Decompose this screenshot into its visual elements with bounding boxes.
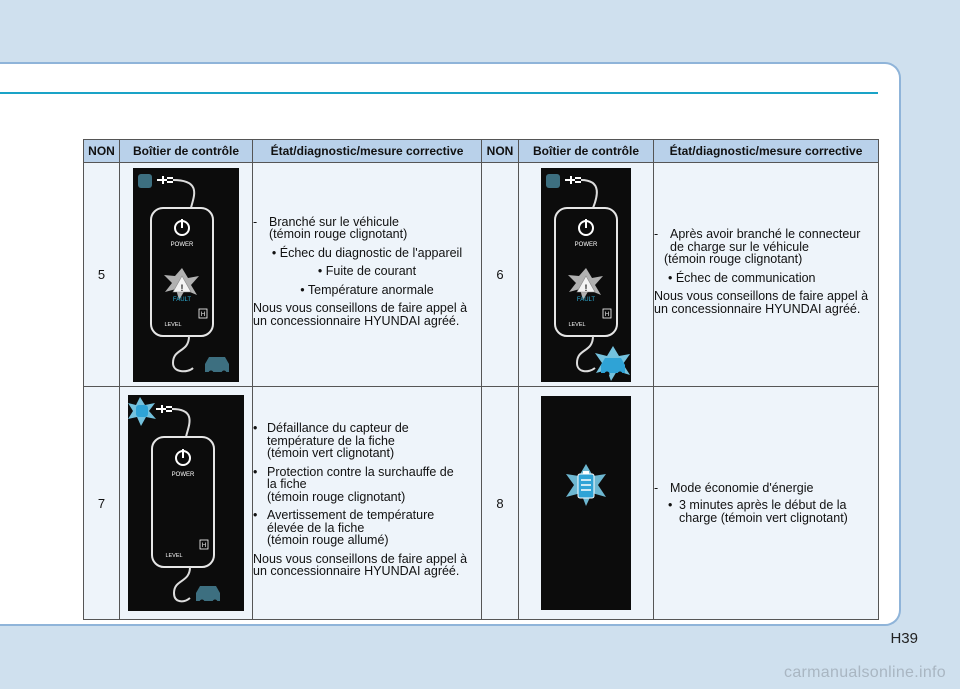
table-row — [84, 387, 879, 620]
dealer-note: Nous vous conseillons de faire appel à un concessionnaire HYUNDAI agréé. — [253, 301, 468, 328]
control-box-image — [120, 163, 253, 387]
plug-icon — [136, 405, 148, 417]
description-sub: température de la fiche — [267, 433, 395, 448]
svg-text:LEVEL: LEVEL — [568, 321, 586, 328]
svg-text:!: ! — [180, 282, 184, 293]
control-box-image — [519, 163, 654, 387]
bullet-item: Avertissement de température — [267, 508, 435, 523]
table-row — [84, 163, 879, 387]
header-status-1: État/diagnostic/mesure corrective — [253, 140, 482, 163]
description-sub: (témoin vert clignotant) — [267, 446, 395, 461]
battery-icon — [578, 474, 594, 498]
description-line: Après avoir branché le connecteur — [670, 227, 861, 241]
description-sub: de charge sur le véhicule — [670, 239, 809, 254]
control-box-image — [519, 387, 654, 620]
bullet-item: Protection contre la surchauffe de — [267, 464, 454, 479]
description-sub: (témoin rouge clignotant) — [267, 489, 406, 504]
svg-text:H: H — [604, 311, 610, 318]
header-control-box-1: Boîtier de contrôle — [120, 140, 253, 163]
svg-text:!: ! — [584, 282, 588, 293]
description-sub: élevée de la fiche — [267, 520, 365, 535]
status-description: - Après avoir branché le connecteur de charge sur le véhicule (témoin rouge clignotant) • Échec de communication Nous vous conseillons de faire appel à un concessionnaire HYUNDAI agréé. — [654, 163, 879, 387]
header-no-1: NON — [84, 140, 120, 163]
svg-text:FAULT: FAULT — [576, 296, 596, 303]
charger-temperature-illustration — [128, 395, 244, 611]
diagnostic-table — [83, 139, 879, 620]
header-rule — [0, 92, 878, 94]
charger-energy-saving-illustration — [541, 396, 631, 610]
description-sub: (témoin rouge allumé) — [267, 533, 389, 548]
status-description: - Branché sur le véhicule (témoin rouge clignotant) • Échec du diagnostic de l'appareil • Fuite de courant • Température anormale Nous vous conseillons de faire appel à un concessionnaire HYUNDAI agréé. — [253, 163, 482, 387]
control-box-image — [120, 387, 253, 620]
car-icon — [601, 358, 625, 373]
row-number: 8 — [482, 387, 519, 620]
charger-fault-illustration — [133, 168, 239, 382]
description-sub: charge (témoin vert clignotant) — [679, 510, 848, 525]
row-number: 6 — [482, 163, 519, 387]
bullet-item: • Température anormale — [300, 282, 434, 297]
charger-communication-illustration — [541, 168, 631, 382]
bullet-item: • Fuite de courant — [317, 264, 417, 279]
row-number: 5 — [84, 163, 120, 387]
status-description: - Mode économie d'énergie • 3 minutes après le début de la charge (témoin vert clignotant) — [654, 387, 879, 620]
bullet-item: • Échec du diagnostic de l'appareil — [271, 245, 463, 260]
page-number: H39 — [890, 630, 918, 647]
svg-text:POWER: POWER — [170, 241, 194, 248]
status-description: • Défaillance du capteur de température de la fiche (témoin vert clignotant) • Protection contre la surchauffe de la fiche (témoin rouge clignotant) • Avertissement de température élevée de la fiche (témoin rouge allumé) Nous vous conseillons de faire appel à un concessionnaire HYUNDAI agréé. — [253, 387, 482, 620]
plug-icon — [138, 174, 152, 188]
svg-text:FAULT: FAULT — [172, 296, 192, 303]
svg-text:POWER: POWER — [574, 241, 598, 248]
header-no-2: NON — [482, 140, 519, 163]
description-sub: (témoin rouge clignotant) — [664, 252, 803, 266]
bullet-item: Défaillance du capteur de — [267, 421, 409, 436]
plug-icon — [546, 174, 560, 188]
description-sub: la fiche — [267, 477, 307, 492]
svg-text:LEVEL: LEVEL — [165, 553, 183, 559]
bullet-item: • Échec de communication — [668, 270, 816, 285]
svg-text:H: H — [201, 543, 207, 549]
header-status-2: État/diagnostic/mesure corrective — [654, 140, 879, 163]
svg-text:POWER: POWER — [171, 472, 195, 478]
row-number: 7 — [84, 387, 120, 620]
description-line: Mode économie d'énergie — [670, 480, 814, 495]
dealer-note: Nous vous conseillons de faire appel à un concessionnaire HYUNDAI agréé. — [654, 289, 869, 316]
description-sub: (témoin rouge clignotant) — [269, 227, 408, 242]
description-line: Branché sur le véhicule — [269, 214, 399, 229]
svg-text:H: H — [200, 311, 206, 318]
table-header-row — [84, 140, 879, 163]
car-icon — [196, 586, 220, 601]
car-icon — [205, 357, 229, 372]
watermark: carmanualsonline.info — [784, 664, 946, 681]
dealer-note: Nous vous conseillons de faire appel à un concessionnaire HYUNDAI agréé. — [253, 551, 468, 579]
bullet-item: 3 minutes après le début de la — [679, 498, 847, 513]
header-control-box-2: Boîtier de contrôle — [519, 140, 654, 163]
svg-text:LEVEL: LEVEL — [164, 321, 182, 328]
